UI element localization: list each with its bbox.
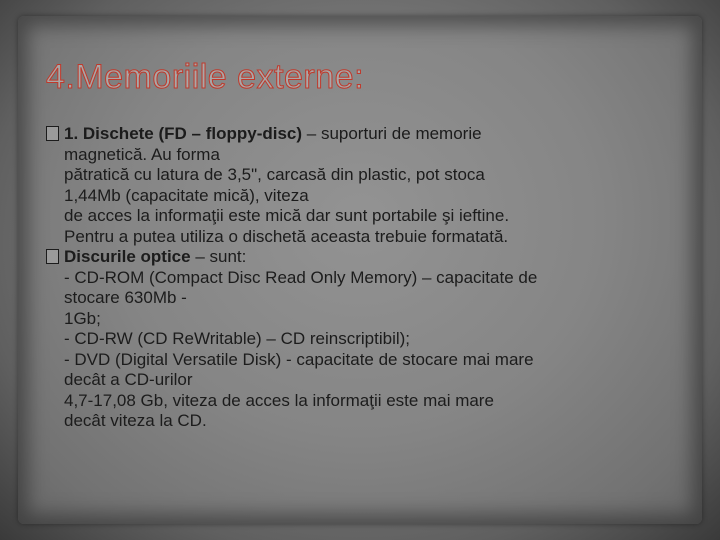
bullet-text-line: - DVD (Digital Versatile Disk) - capacitate de stocare mai mare: [64, 349, 534, 369]
bullet-text-line: 1,44Mb (capacitate mică), viteza: [64, 185, 309, 205]
bullet-heading-bold: Discurile optice: [64, 247, 191, 266]
bullet-heading-rest: – sunt:: [190, 247, 247, 266]
bullet-text-line: - CD-ROM (Compact Disc Read Only Memory) – capacitate de: [64, 267, 538, 287]
bullet-text-line: 4,7-17,08 Gb, viteza de acces la informaţii este mai mare: [64, 390, 494, 410]
bullet-text-line: decât viteza la CD.: [64, 411, 207, 430]
bullet-text-line: stocare 630Mb -: [64, 288, 187, 307]
bullet-text-line: 1Gb;: [64, 308, 101, 328]
bullet-item-optical: [46, 247, 686, 432]
bullet-heading-rest: – suporturi de memorie: [302, 124, 482, 143]
bullet-text-line: de acces la informaţii este mică dar sunt portabile şi ieftine.: [64, 206, 510, 225]
bullet-text-line: pătratică cu latura de 3,5", carcasă din plastic, pot stoca: [64, 165, 485, 184]
bullet-text-line: - CD-RW (CD ReWritable) – CD reinscriptibil);: [64, 329, 411, 348]
square-bullet-icon: [46, 249, 59, 264]
square-bullet-icon: [46, 126, 59, 141]
bullet-item-floppy: [46, 124, 686, 247]
bullet-heading-line: [64, 247, 686, 268]
bullet-text-line: Pentru a putea utiliza o dischetă aceasta trebuie formatată.: [64, 226, 509, 246]
bullet-heading-line: [64, 124, 686, 145]
slide-content: [46, 124, 686, 432]
bullet-text-line: magnetică. Au forma: [64, 144, 220, 164]
slide-title: 4.Memoriile externe:: [46, 58, 365, 96]
bullet-text-line: decât a CD-urilor: [64, 370, 193, 389]
bullet-heading-bold: 1. Dischete (FD – floppy-disc): [64, 124, 303, 143]
